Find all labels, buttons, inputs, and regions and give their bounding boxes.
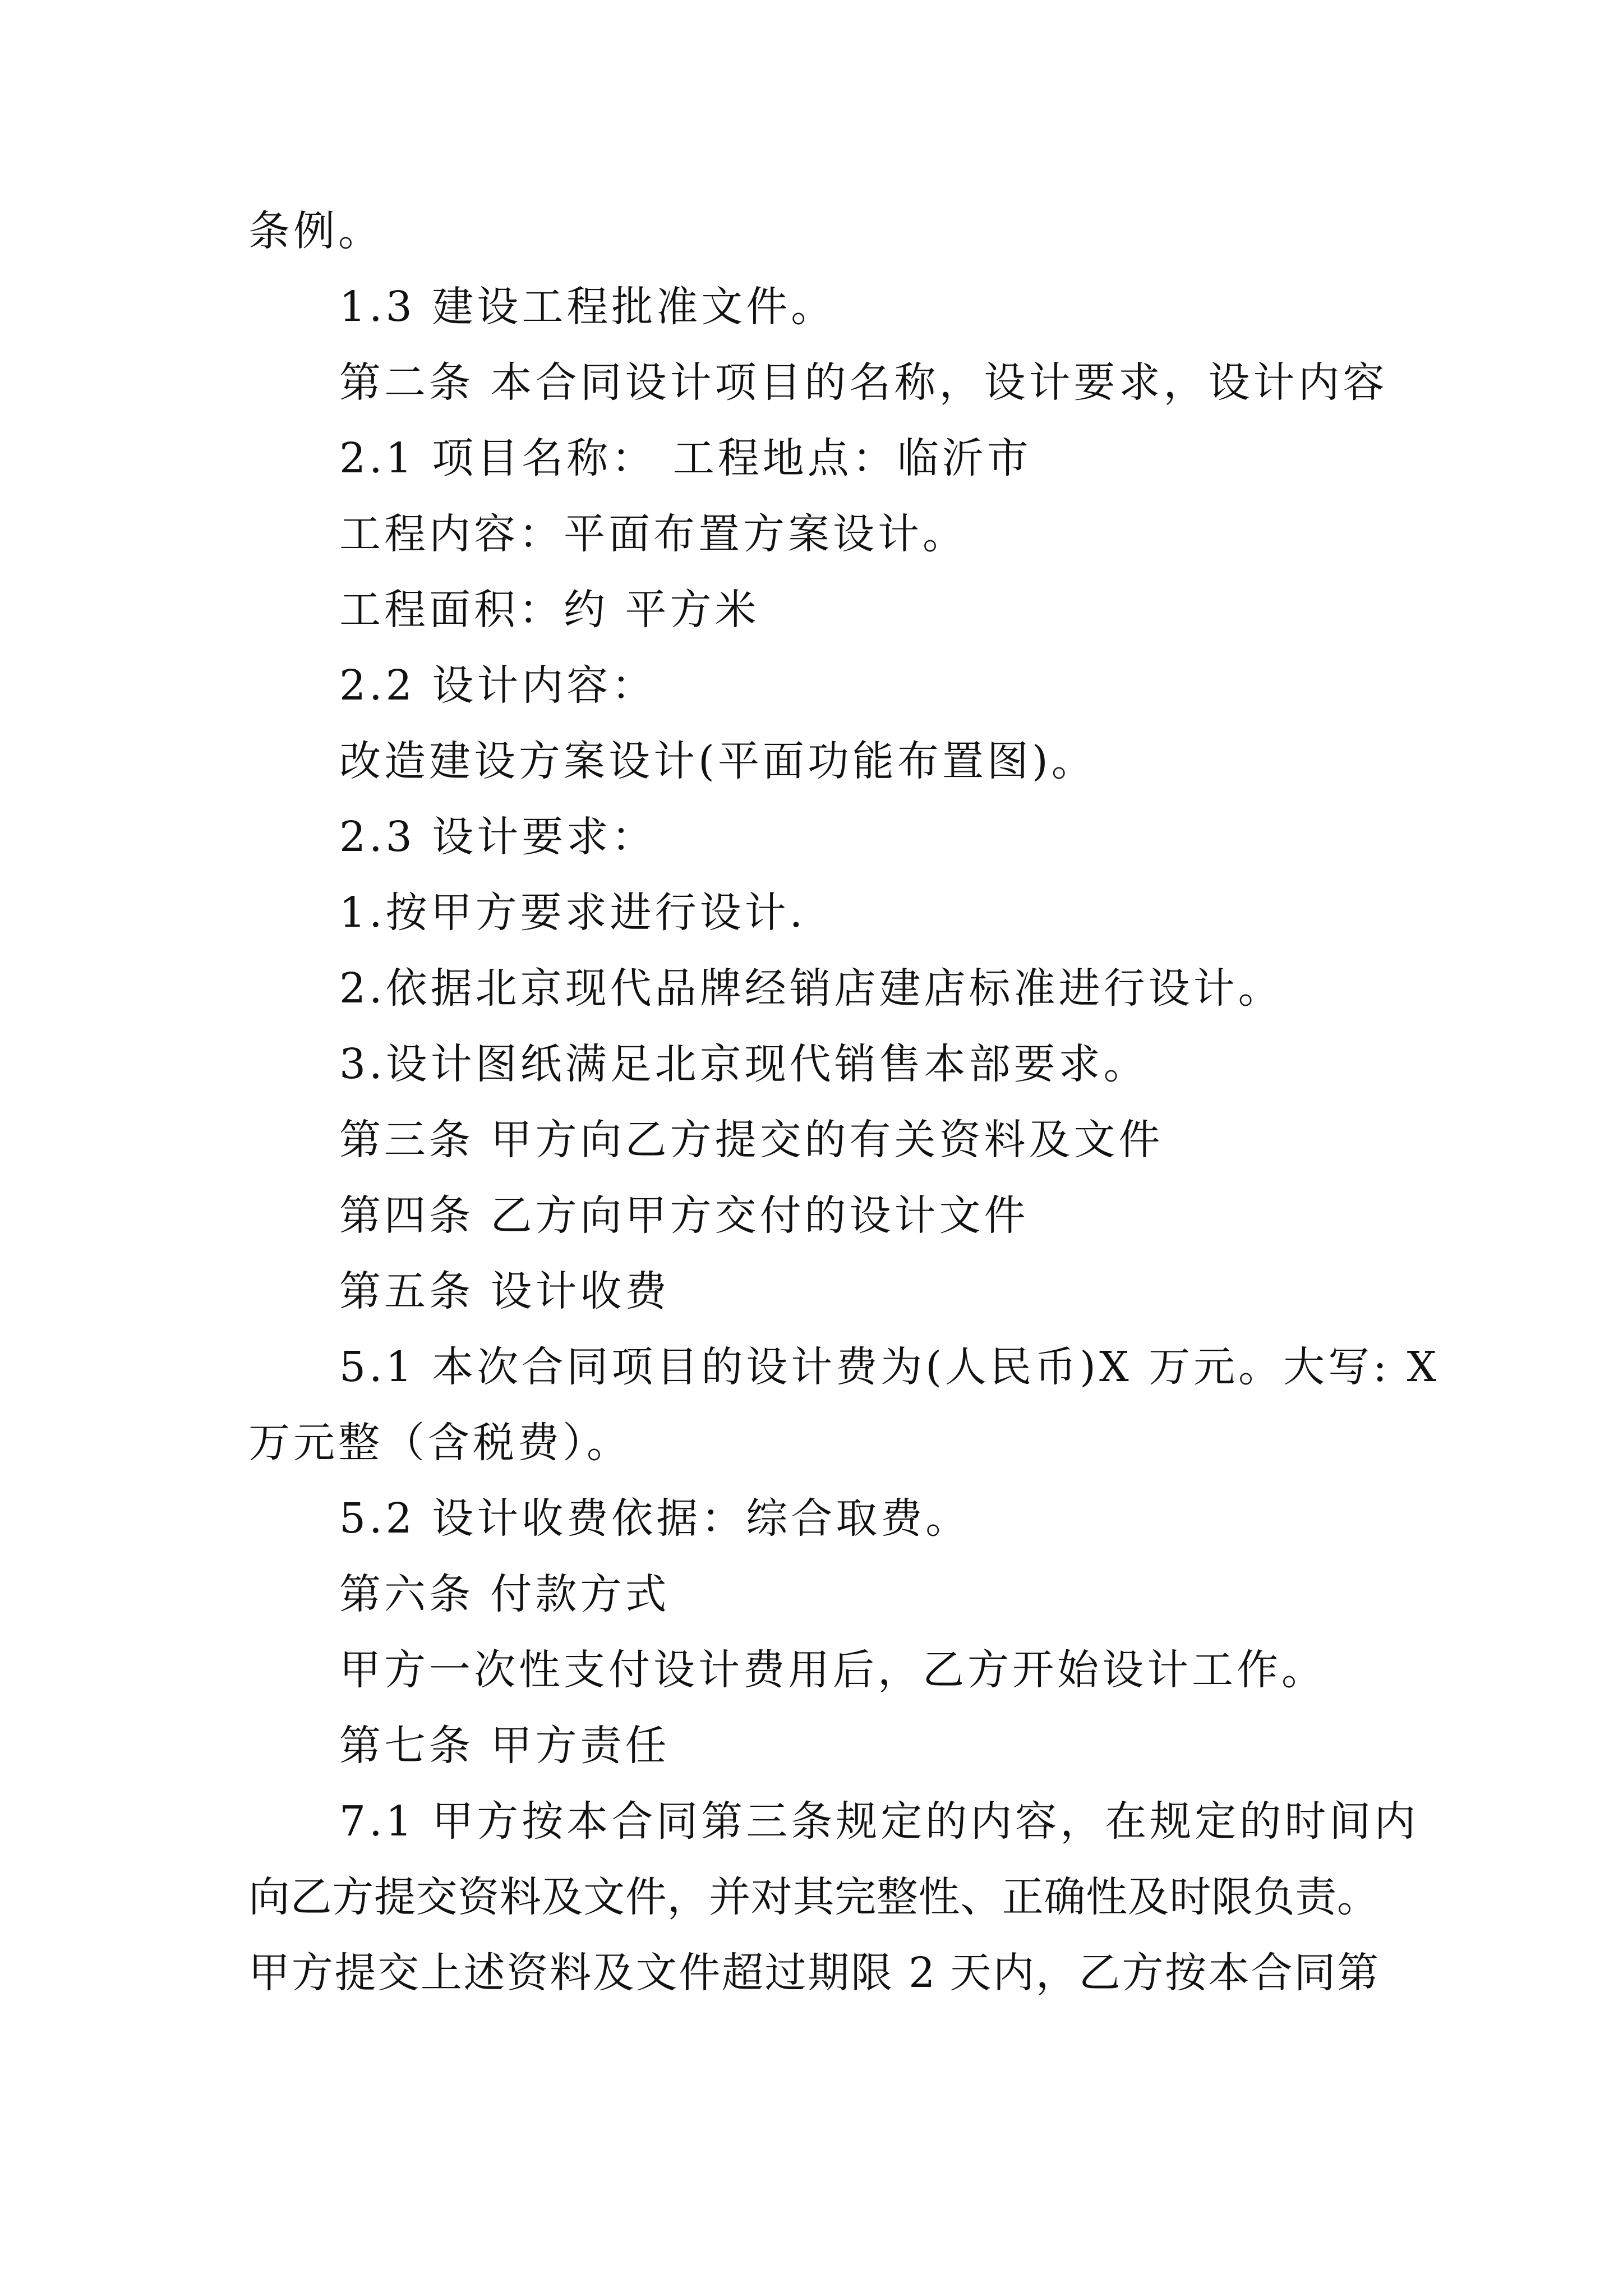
- text-line: 2.1 项目名称： 工程地点：临沂市: [339, 434, 1032, 482]
- text-line: 甲方提交上述资料及文件超过期限 2 天内，乙方按本合同第: [248, 1949, 1378, 1997]
- text-line: 3.设计图纸满足北京现代销售本部要求。: [339, 1040, 1149, 1088]
- text-line: 工程内容：平面布置方案设计。: [339, 510, 967, 558]
- text-line: 甲方一次性支付设计费用后，乙方开始设计工作。: [339, 1646, 1326, 1694]
- text-line: 第七条 甲方责任: [339, 1722, 670, 1770]
- text-line: 2.2 设计内容：: [339, 661, 657, 710]
- text-line: 1.按甲方要求进行设计.: [339, 889, 806, 937]
- text-line: 向乙方提交资料及文件，并对其完整性、正确性及时限负责。: [248, 1873, 1378, 1921]
- text-line: 5.2 设计收费依据：综合取费。: [339, 1494, 971, 1543]
- text-line: 7.1 甲方按本合同第三条规定的内容，在规定的时间内: [339, 1797, 1419, 1846]
- text-line: 第五条 设计收费: [339, 1267, 670, 1315]
- text-line: 工程面积：约 平方米: [339, 586, 760, 634]
- text-line: 第六条 付款方式: [339, 1570, 670, 1618]
- text-line: 第三条 甲方向乙方提交的有关资料及文件: [339, 1116, 1164, 1164]
- text-line: 第四条 乙方向甲方交付的设计文件: [339, 1191, 1029, 1240]
- text-line: 改造建设方案设计(平面功能布置图)。: [339, 737, 1096, 785]
- text-line: 2.依据北京现代品牌经销店建店标准进行设计。: [339, 964, 1283, 1013]
- text-line: 5.1 本次合同项目的设计费为(人民币)X 万元。大写: X: [339, 1343, 1440, 1391]
- text-line: 万元整（含税费）。: [248, 1419, 631, 1467]
- text-line: 1.3 建设工程批准文件。: [339, 283, 836, 331]
- text-line: 2.3 设计要求：: [339, 813, 657, 861]
- text-line: 条例。: [248, 207, 383, 255]
- text-line: 第二条 本合同设计项目的名称，设计要求，设计内容: [339, 358, 1388, 407]
